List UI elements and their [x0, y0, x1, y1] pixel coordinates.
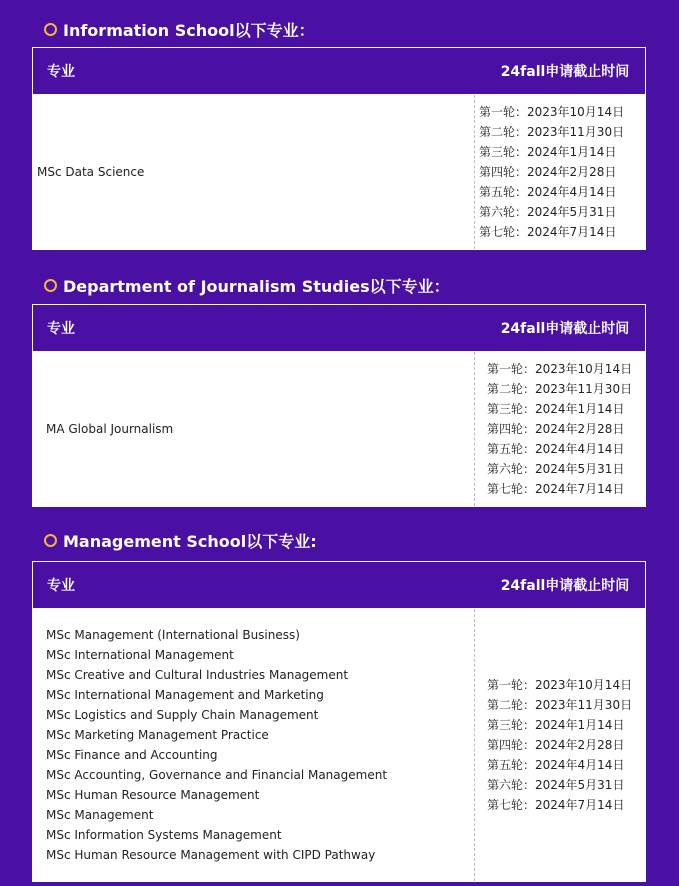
- section-title-text: Management School以下专业:: [63, 531, 317, 551]
- major-item: MSc Human Resource Management with CIPD Pathway: [46, 848, 376, 862]
- circle-bullet-icon: [44, 279, 57, 292]
- round-item: 第三轮：2024年1月14日: [487, 718, 625, 732]
- header-major: 专业: [47, 578, 75, 594]
- deadline-table-information-school: [32, 47, 646, 250]
- major-item: MSc Finance and Accounting: [46, 748, 218, 762]
- major-column: [33, 609, 474, 881]
- table-body: [33, 609, 645, 881]
- round-item: 第五轮：2024年4月14日: [487, 442, 625, 456]
- section-title-journalism: [44, 273, 450, 297]
- round-item: 第三轮：2024年1月14日: [487, 402, 625, 416]
- major-item: MSc Human Resource Management: [46, 788, 260, 802]
- deadline-table-management-school: [32, 561, 646, 882]
- deadline-column: [474, 352, 645, 506]
- round-item: 第七轮：2024年7月14日: [487, 798, 625, 812]
- major-item: MSc Management (International Business): [46, 628, 300, 642]
- major-item: MSc International Management: [46, 648, 234, 662]
- major-item: MSc Information Systems Management: [46, 828, 282, 842]
- circle-bullet-icon: [44, 23, 57, 36]
- round-item: 第四轮：2024年2月28日: [487, 422, 625, 436]
- header-deadline: 24fall申请截止时间: [500, 64, 630, 80]
- round-item: 第二轮：2023年11月30日: [479, 125, 625, 139]
- section-title-management-school: [44, 528, 317, 552]
- major-item: MSc Accounting, Governance and Financial Management: [46, 768, 388, 782]
- round-item: 第五轮：2024年4月14日: [479, 185, 617, 199]
- section-title-information-school: [44, 17, 315, 41]
- major-item: MSc Logistics and Supply Chain Management: [46, 708, 319, 722]
- round-item: 第五轮：2024年4月14日: [487, 758, 625, 772]
- section-title-text: Department of Journalism Studies以下专业：: [63, 276, 450, 296]
- table-header: [33, 562, 645, 609]
- round-item: 第七轮：2024年7月14日: [479, 225, 617, 239]
- deadline-column: [474, 95, 645, 249]
- table-body: [33, 352, 645, 506]
- round-item: 第一轮：2023年10月14日: [487, 678, 633, 692]
- major-column: [33, 95, 474, 249]
- header-major: 专业: [47, 64, 75, 80]
- deadline-table-journalism: [32, 304, 646, 507]
- table-header: [33, 305, 645, 352]
- table-body: [33, 95, 645, 249]
- major-item: MSc International Management and Marketing: [46, 688, 324, 702]
- round-item: 第一轮：2023年10月14日: [479, 105, 625, 119]
- round-item: 第二轮：2023年11月30日: [487, 382, 633, 396]
- deadline-column: [474, 609, 645, 881]
- major-item: MSc Data Science: [37, 165, 145, 179]
- round-item: 第六轮：2024年5月31日: [487, 778, 625, 792]
- header-major: 专业: [47, 321, 75, 337]
- round-item: 第四轮：2024年2月28日: [487, 738, 625, 752]
- round-item: 第六轮：2024年5月31日: [479, 205, 617, 219]
- round-item: 第七轮：2024年7月14日: [487, 482, 625, 496]
- major-column: [33, 352, 474, 506]
- header-deadline: 24fall申请截止时间: [500, 578, 630, 594]
- major-item: MSc Creative and Cultural Industries Management: [46, 668, 349, 682]
- round-item: 第六轮：2024年5月31日: [487, 462, 625, 476]
- table-header: [33, 48, 645, 95]
- major-item: MA Global Journalism: [46, 422, 174, 436]
- round-item: 第二轮：2023年11月30日: [487, 698, 633, 712]
- round-item: 第四轮：2024年2月28日: [479, 165, 617, 179]
- circle-bullet-icon: [44, 534, 57, 547]
- major-item: MSc Marketing Management Practice: [46, 728, 269, 742]
- major-item: MSc Management: [46, 808, 154, 822]
- section-title-text: Information School以下专业：: [63, 20, 315, 40]
- round-item: 第一轮：2023年10月14日: [487, 362, 633, 376]
- header-deadline: 24fall申请截止时间: [500, 321, 630, 337]
- round-item: 第三轮：2024年1月14日: [479, 145, 617, 159]
